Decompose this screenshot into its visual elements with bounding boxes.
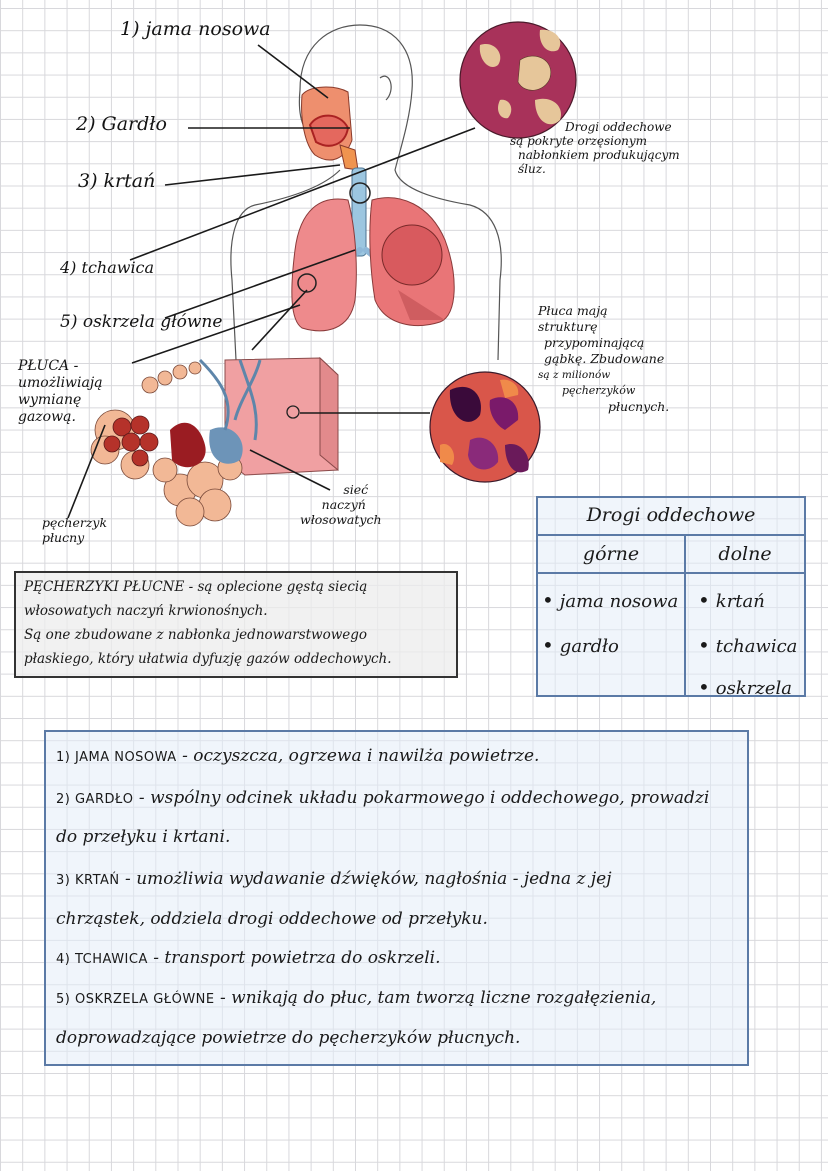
definition-text: - umożliwia wydawanie dźwięków, nagłośnia - jedna z jej (119, 869, 612, 889)
note-line: pęcherzyków (562, 384, 636, 397)
airways-table (536, 496, 806, 697)
label-pluca-line: umożliwiają (18, 375, 103, 391)
definition-text: - oczyszcza, ogrzewa i nawilża powietrze. (176, 746, 540, 766)
table-cell-upper: • jama nosowa (542, 588, 678, 612)
alveoli-info-line: Są one zbudowane z nabłonka jednowarstwowego (24, 627, 368, 643)
label-pluca (18, 358, 103, 426)
definition-text: doprowadzające powietrze do pęcherzyków płucnych. (56, 1028, 521, 1048)
respiratory-system-illustration (0, 0, 828, 560)
note-line: nabłonkiem produkującym (518, 148, 680, 162)
note-line: są z milionów (538, 369, 611, 381)
definition-text: do przełyku i krtani. (56, 827, 231, 847)
table-cell-lower: • krtań (698, 588, 765, 612)
note-line: płucnych. (608, 399, 670, 414)
label-line: płucny (42, 530, 85, 545)
label-gardlo: 2) Gardło (76, 113, 167, 135)
label-tchawica: 4) tchawica (60, 258, 155, 277)
definition-text: - wnikają do płuc, tam tworzą liczne rozgałęzienia, (214, 988, 657, 1008)
table-divider (684, 536, 686, 695)
lung-tissue-magnified-circle (430, 372, 540, 482)
definition-row (56, 1028, 520, 1048)
definition-term: 2) GARDŁO (56, 792, 134, 807)
alveoli-info-line: płaskiego, który ułatwia dyfuzję gazów oddechowych. (24, 651, 392, 667)
definition-row (56, 746, 539, 766)
table-title: Drogi oddechowe (538, 498, 804, 536)
definition-term: 4) TCHAWICA (56, 952, 148, 967)
alveoli-info-line: włosowatych naczyń krwionośnych. (24, 603, 268, 619)
note-line: gąbkę. Zbudowane (544, 351, 665, 366)
definition-row (56, 988, 656, 1008)
label-line: sieć (343, 482, 369, 497)
label-line: pęcherzyk (42, 515, 108, 530)
note-line: Drogi oddechowe (565, 120, 672, 134)
table-header-upper: górne (538, 536, 684, 574)
definition-row (56, 909, 488, 929)
table-cell-lower: • tchawica (698, 633, 797, 657)
note-line: strukturę (538, 319, 598, 334)
note-line: Płuca mają (538, 303, 608, 318)
note-line: są pokryte orzęsionym (510, 134, 648, 148)
definition-text: - wspólny odcinek układu pokarmowego i oddechowego, prowadzi (133, 788, 710, 808)
label-line: włosowatych (300, 512, 382, 527)
definition-row (56, 948, 440, 968)
definition-text: - transport powietrza do oskrzeli. (147, 948, 441, 968)
definition-term: 1) JAMA NOSOWA (56, 750, 177, 765)
label-pluca-line: PŁUCA - (18, 358, 79, 374)
table-header-lower: dolne (686, 536, 804, 574)
label-line: naczyń (321, 497, 366, 512)
label-krtan: 3) krtań (78, 170, 156, 192)
label-pluca-line: gazową. (18, 409, 76, 425)
label-jama-nosowa: 1) jama nosowa (120, 18, 271, 40)
note-epithelium (510, 120, 680, 176)
definition-text: chrząstek, oddziela drogi oddechowe od przełyku. (56, 909, 488, 929)
table-cell-upper: • gardło (542, 633, 619, 657)
alveoli-info-line: PĘCHERZYKI PŁUCNE - są oplecione gęstą siecią (24, 579, 368, 595)
note-line: śluz. (518, 162, 546, 176)
definition-row (56, 788, 709, 808)
definition-term: 3) KRTAŃ (56, 873, 120, 888)
label-pecherzyk-plucny (42, 515, 107, 545)
label-siec-naczyn (300, 482, 382, 527)
table-cell-lower: • oskrzela (698, 675, 792, 699)
definition-row (56, 827, 230, 847)
definition-term: 5) OSKRZELA GŁÓWNE (56, 992, 215, 1007)
definition-row (56, 869, 612, 889)
note-lungs (538, 303, 669, 415)
label-pluca-line: wymianę (18, 392, 82, 408)
definitions-box (44, 730, 749, 1066)
alveoli-info-box (14, 571, 458, 678)
label-oskrzela: 5) oskrzela główne (60, 312, 223, 332)
note-line: przypominającą (544, 335, 645, 350)
